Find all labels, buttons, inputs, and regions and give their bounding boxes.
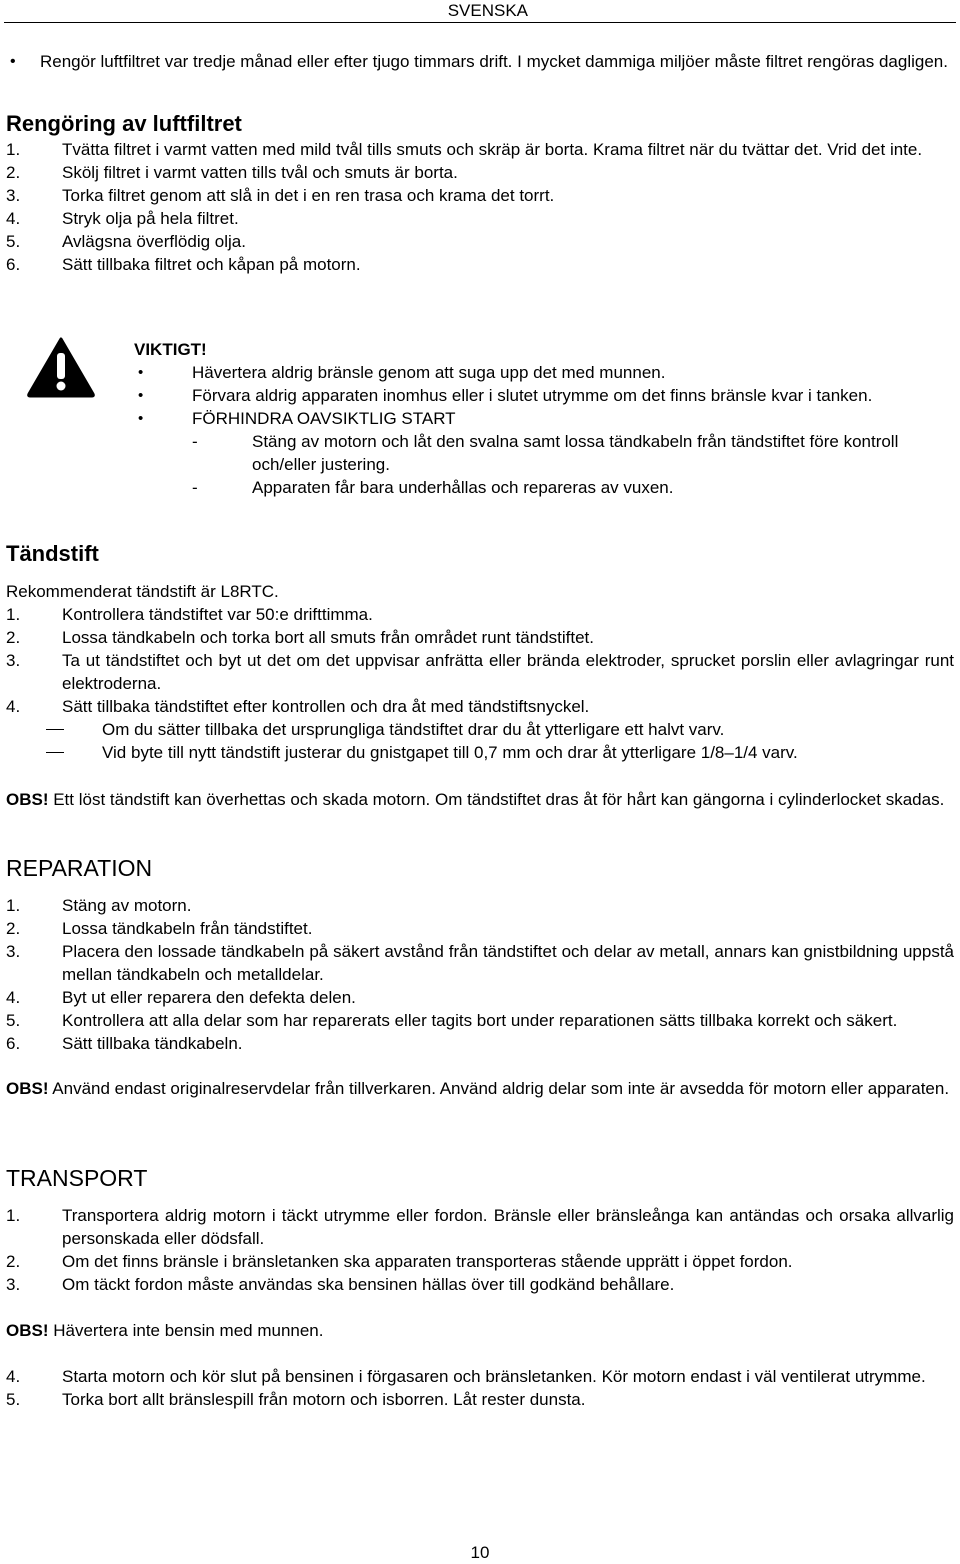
list-item: 2. Lossa tändkabeln och torka bort all smuts från området runt tändstiftet. (6, 628, 595, 647)
list-item: 6. Sätt tillbaka filtret och kåpan på motorn. (6, 255, 361, 274)
repair-section (6, 853, 954, 1100)
repair-title: REPARATION (6, 855, 153, 881)
warning-sub-item: - Apparaten får bara underhållas och repareras av vuxen. (192, 478, 674, 497)
spark-plug-section (6, 540, 954, 811)
spark-plug-note: OBS! Ett löst tändstift kan överhettas och skada motorn. Om tändstiftet dras åt för hårt kan gängorna i cylinderlocket skadas. (6, 790, 945, 809)
header-rule (4, 22, 956, 23)
warning-triangle-icon (26, 336, 96, 398)
list-item: 5. Avlägsna överflödig olja. (6, 232, 246, 251)
list-item: 6. Sätt tillbaka tändkabeln. (6, 1034, 243, 1053)
list-item: 1. Kontrollera tändstiftet var 50:e drifttimma. (6, 605, 373, 624)
list-item: 2. Skölj filtret i varmt vatten tills tvål och smuts är borta. (6, 163, 458, 182)
list-item: 2. Lossa tändkabeln från tändstiftet. (6, 919, 313, 938)
header-language: SVENSKA (447, 1, 528, 20)
transport-title: TRANSPORT (6, 1165, 148, 1191)
warning-section (134, 338, 942, 499)
air-filter-title: Rengöring av luftfiltret (6, 111, 242, 136)
list-item: 3. Placera den lossade tändkabeln på säkert avstånd från tändstiftet och delar av metall, annars kan gnistbildning uppstå mellan tändkabeln och metalldelar. (6, 942, 954, 984)
spark-plug-title: Tändstift (6, 541, 99, 566)
list-item: 3. Ta ut tändstiftet och byt ut det om det uppvisar anfrätta eller brända elektroder, sprucket porslin eller avlagringar runt elektroderna. (6, 651, 954, 693)
page-number: 10 (470, 1543, 490, 1562)
warning-bullet: • Hävertera aldrig bränsle genom att suga upp det med munnen. (134, 361, 942, 384)
list-item: 1. Transportera aldrig motorn i täckt utrymme eller fordon. Bränsle eller bränsleånga kan antändas och orsaka allvarlig personskada eller dödsfall. (6, 1206, 954, 1248)
spark-plug-recommended: Rekommenderat tändstift är L8RTC. (6, 582, 279, 601)
warning-sub-item: - Stäng av motorn och låt den svalna samt lossa tändkabeln från tändstiftet före kontroll och/eller justering. (192, 432, 899, 474)
list-item: 5. Kontrollera att alla delar som har reparerats eller tagits bort under reparationen sätts tillbaka korrekt och säkert. (6, 1011, 898, 1030)
warning-title: VIKTIGT! (134, 340, 207, 359)
list-item: 3. Om täckt fordon måste användas ska bensinen hällas över till godkänd behållare. (6, 1275, 675, 1294)
list-item: 1. Stäng av motorn. (6, 896, 192, 915)
repair-note: OBS! Använd endast originalreservdelar från tillverkaren. Använd aldrig delar som inte är avsedda för motorn eller apparaten. (6, 1079, 950, 1098)
warning-bullet: • Förvara aldrig apparaten inomhus eller i slutet utrymme om det finns bränsle kvar i tanken. (134, 384, 942, 407)
transport-section (6, 1163, 954, 1411)
list-item: 5. Torka bort allt bränslespill från motorn och isborren. Låt rester dunsta. (6, 1390, 586, 1409)
air-filter-section (6, 110, 954, 276)
list-item: 4. Sätt tillbaka tändstiftet efter kontrollen och dra åt med tändstiftsnyckel. (6, 697, 590, 716)
list-item: 4. Stryk olja på hela filtret. (6, 209, 239, 228)
list-item: 4. Starta motorn och kör slut på bensinen i förgasaren och bränsletanken. Kör motorn endast i väl ventilerat utrymme. (6, 1367, 926, 1386)
list-item: 4. Byt ut eller reparera den defekta delen. (6, 988, 356, 1007)
warning-bullet: • FÖRHINDRA OAVSIKTLIG START (134, 407, 942, 430)
intro-bullet: • Rengör luftfiltret var tredje månad eller efter tjugo timmars drift. I mycket dammiga miljöer måste filtret rengöras dagligen. (6, 50, 954, 73)
dash-item: Om du sätter tillbaka det ursprungliga tändstiftet drar du åt ytterligare ett halvt varv. (6, 718, 954, 741)
intro-section (6, 50, 954, 73)
dash-item: Vid byte till nytt tändstift justerar du gnistgapet till 0,7 mm och drar åt ytterligare 1/8–1/4 varv. (6, 741, 954, 764)
list-item: 3. Torka filtret genom att slå in det i en ren trasa och krama det torrt. (6, 186, 555, 205)
transport-note: OBS! Hävertera inte bensin med munnen. (6, 1321, 324, 1340)
list-item: 1. Tvätta filtret i varmt vatten med mild tvål tills smuts och skräp är borta. Krama filtret när du tvättar det. Vrid det inte. (6, 140, 923, 159)
list-item: 2. Om det finns bränsle i bränsletanken ska apparaten transporteras stående upprätt i öppet fordon. (6, 1252, 793, 1271)
